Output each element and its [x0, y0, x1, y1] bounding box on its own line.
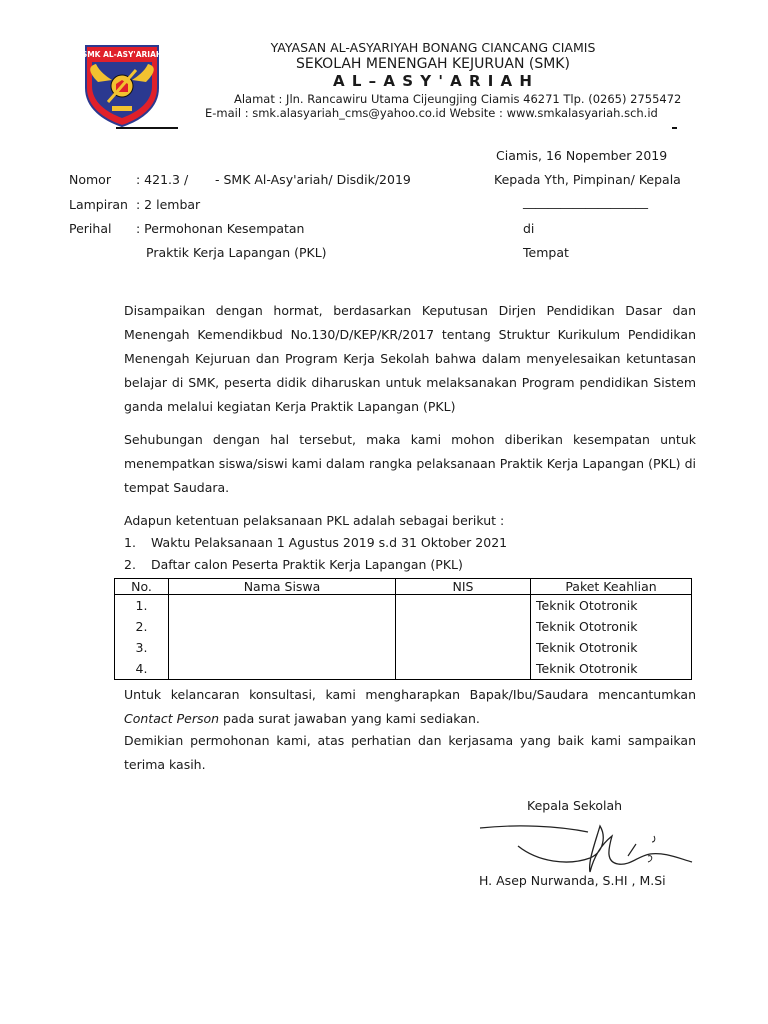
- cell-no: 1.: [115, 595, 169, 617]
- logo-text: SMK AL-ASY'ARIAH: [81, 50, 163, 59]
- cell-no: 3.: [115, 637, 169, 658]
- signatory-name: H. Asep Nurwanda, S.HI , M.Si: [479, 873, 666, 888]
- header-rule-left: [116, 127, 178, 129]
- contact-person-italic: Contact Person: [124, 711, 220, 726]
- header-rule-right: [672, 127, 677, 129]
- cell-nama: [169, 595, 396, 617]
- perihal-value: : Permohonan Kesempatan: [136, 221, 305, 236]
- school-level: SEKOLAH MENENGAH KEJURUAN (SMK): [296, 56, 570, 72]
- table-row: [115, 658, 692, 680]
- table-row: [115, 595, 692, 617]
- column-header-nama: Nama Siswa: [169, 579, 396, 595]
- student-table: [114, 578, 692, 680]
- lampiran-label: Lampiran: [69, 197, 128, 212]
- nomor-label: Nomor: [69, 172, 111, 187]
- cell-nis: [396, 637, 531, 658]
- signature-title: Kepala Sekolah: [527, 798, 623, 813]
- cell-nis: [396, 595, 531, 617]
- cell-paket: Teknik Ototronik: [531, 637, 692, 658]
- place-date: Ciamis, 16 Nopember 2019: [496, 148, 668, 163]
- cell-no: 2.: [115, 616, 169, 637]
- foundation-name: YAYASAN AL-ASYARIYAH BONANG CIANCANG CIAMIS: [270, 40, 596, 55]
- list-item-2-number: 2.: [124, 557, 136, 572]
- cell-paket: Teknik Ototronik: [531, 595, 692, 617]
- column-header-no: No.: [115, 579, 169, 595]
- table-header-row: [115, 579, 692, 595]
- cell-nis: [396, 658, 531, 680]
- paragraph-contact-line1: Untuk kelancaran konsultasi, kami mengharapkan Bapak/Ibu/Saudara mencantumkan: [124, 687, 696, 702]
- list-intro: Adapun ketentuan pelaksanaan PKL adalah sebagai berikut :: [124, 513, 505, 528]
- recipient-place: Tempat: [523, 245, 569, 260]
- recipient-di: di: [523, 221, 535, 236]
- cell-paket: Teknik Ototronik: [531, 658, 692, 680]
- perihal-label: Perihal: [69, 221, 112, 236]
- cell-paket: Teknik Ototronik: [531, 616, 692, 637]
- cell-nama: [169, 658, 396, 680]
- recipient-line: Kepada Yth, Pimpinan/ Kepala: [494, 172, 681, 187]
- perihal-value-2: Praktik Kerja Lapangan (PKL): [146, 245, 327, 260]
- table-row: [115, 616, 692, 637]
- cell-nis: [396, 616, 531, 637]
- lampiran-value: : 2 lembar: [136, 197, 201, 212]
- school-address: Alamat : Jln. Rancawiru Utama Cijeungjing Ciamis 46271 Tlp. (0265) 2755472: [234, 92, 682, 106]
- paragraph-contact: [124, 683, 696, 731]
- table-row: [115, 637, 692, 658]
- school-name: A L – A S Y ' A R I A H: [333, 72, 533, 90]
- paragraph-contact-line2: [124, 707, 696, 731]
- list-item-1-text: Waktu Pelaksanaan 1 Agustus 2019 s.d 31 Oktober 2021: [151, 535, 508, 550]
- list-item-2-text: Daftar calon Peserta Praktik Kerja Lapangan (PKL): [151, 557, 463, 572]
- recipient-blank: ____________________: [523, 194, 648, 209]
- column-header-nis: NIS: [396, 579, 531, 595]
- school-contact: E-mail : smk.alasyariah_cms@yahoo.co.id Website : www.smkalasyariah.sch.id: [205, 106, 658, 120]
- nomor-suffix: - SMK Al-Asy'ariah/ Disdik/2019: [215, 172, 411, 187]
- list-item-1-number: 1.: [124, 535, 136, 550]
- paragraph-request: Sehubungan dengan hal tersebut, maka kami mohon diberikan kesempatan untuk menempatkan siswa/siswi kami dalam rangka pelaksanaan Praktik Kerja Lapangan (PKL) di tempat Saudara.: [124, 432, 696, 495]
- cell-nama: [169, 637, 396, 658]
- column-header-paket: Paket Keahlian: [531, 579, 692, 595]
- nomor-value: : 421.3 /: [136, 172, 189, 187]
- contact-person-rest: pada surat jawaban yang kami sediakan.: [219, 711, 480, 726]
- cell-no: 4.: [115, 658, 169, 680]
- paragraph-closing: Demikian permohonan kami, atas perhatian dan kerjasama yang baik kami sampaikan terima kasih.: [124, 733, 696, 772]
- cell-nama: [169, 616, 396, 637]
- paragraph-opening: Disampaikan dengan hormat, berdasarkan Keputusan Dirjen Pendidikan Dasar dan Menengah Kemendikbud No.130/D/KEP/KR/2017 tentang Struktur Kurikulum Pendidikan Menengah Kejuruan dan Program Kerja Sekolah bahwa dalam menyelesaikan ketuntasan belajar di SMK, peserta didik diharuskan untuk melaksanakan Program pendidikan Sistem ganda melalui kegiatan Kerja Praktik Lapangan (PKL): [124, 303, 696, 414]
